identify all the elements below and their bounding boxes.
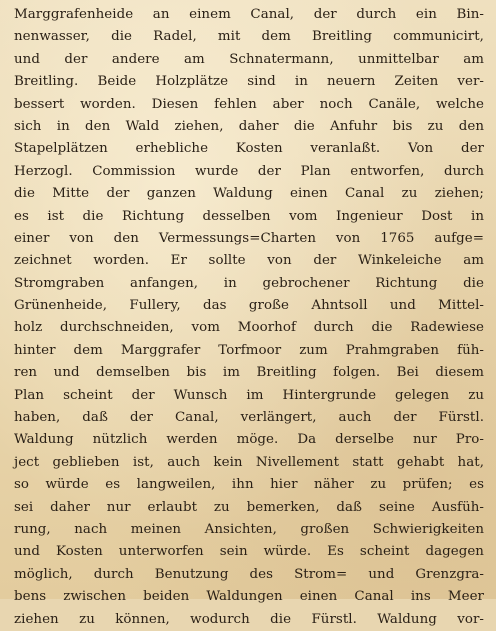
text-line: sich in den Wald ziehen, daher die Anfuhr bis zu den <box>14 118 484 134</box>
text-line: Breitling. Beide Holzplätze sind in neuern Zeiten ver- <box>14 74 484 90</box>
text-line: nenwasser, die Radel, mit dem Breitling communicirt, <box>14 29 484 45</box>
text-line: holz durchschneiden, vom Moorhof durch die Radewiese <box>14 320 484 336</box>
text-line: Stromgraben anfangen, in gebrochener Richtung die <box>14 275 484 291</box>
text-line: Grünenheide, Fullery, das große Ahntsoll und Mittel- <box>14 298 484 314</box>
text-line: und Kosten unterworfen sein würde. Es scheint dagegen <box>14 544 484 560</box>
text-line: und der andere am Schnatermann, unmittelbar am <box>14 51 484 67</box>
text-line: ren und demselben bis im Breitling folgen. Bei diesem <box>14 365 484 381</box>
text-line: bens zwischen beiden Waldungen einen Canal ins Meer <box>14 589 484 605</box>
text-line: haben, daß der Canal, verlängert, auch der Fürstl. <box>14 410 484 426</box>
text-line: Plan scheint der Wunsch im Hintergrunde gelegen zu <box>14 387 484 403</box>
text-line: so würde es langweilen, ihn hier näher zu prüfen; es <box>14 477 484 493</box>
text-line: Waldung nützlich werden möge. Da derselbe nur Pro- <box>14 432 484 448</box>
text-line: ject geblieben ist, auch kein Nivellement statt gehabt hat, <box>14 454 484 470</box>
text-line: Stapelplätzen erhebliche Kosten veranlaßt. Von der <box>14 141 484 157</box>
text-line: rung, nach meinen Ansichten, großen Schwierigkeiten <box>14 521 484 537</box>
text-line: sei daher nur erlaubt zu bemerken, daß seine Ausfüh- <box>14 499 484 515</box>
text-line: die Mitte der ganzen Waldung einen Canal zu ziehen; <box>14 186 484 202</box>
text-line: hinter dem Marggrafer Torfmoor zum Prahmgraben füh- <box>14 342 484 358</box>
text-line: ziehen zu können, wodurch die Fürstl. Waldung vor- <box>14 611 484 627</box>
text-line: möglich, durch Benutzung des Strom= und Grenzgra- <box>14 566 484 582</box>
text-line: Herzogl. Commission wurde der Plan entworfen, durch <box>14 163 484 179</box>
body-text <box>14 4 484 631</box>
text-line: zeichnet worden. Er sollte von der Winkeleiche am <box>14 253 484 269</box>
text-line: es ist die Richtung desselben vom Ingenieur Dost in <box>14 208 484 224</box>
text-line: einer von den Vermessungs=Charten von 1765 aufge= <box>14 230 484 246</box>
text-line: bessert worden. Diesen fehlen aber noch Canäle, welche <box>14 96 484 112</box>
text-line: Marggrafenheide an einem Canal, der durch ein Bin- <box>14 7 484 22</box>
